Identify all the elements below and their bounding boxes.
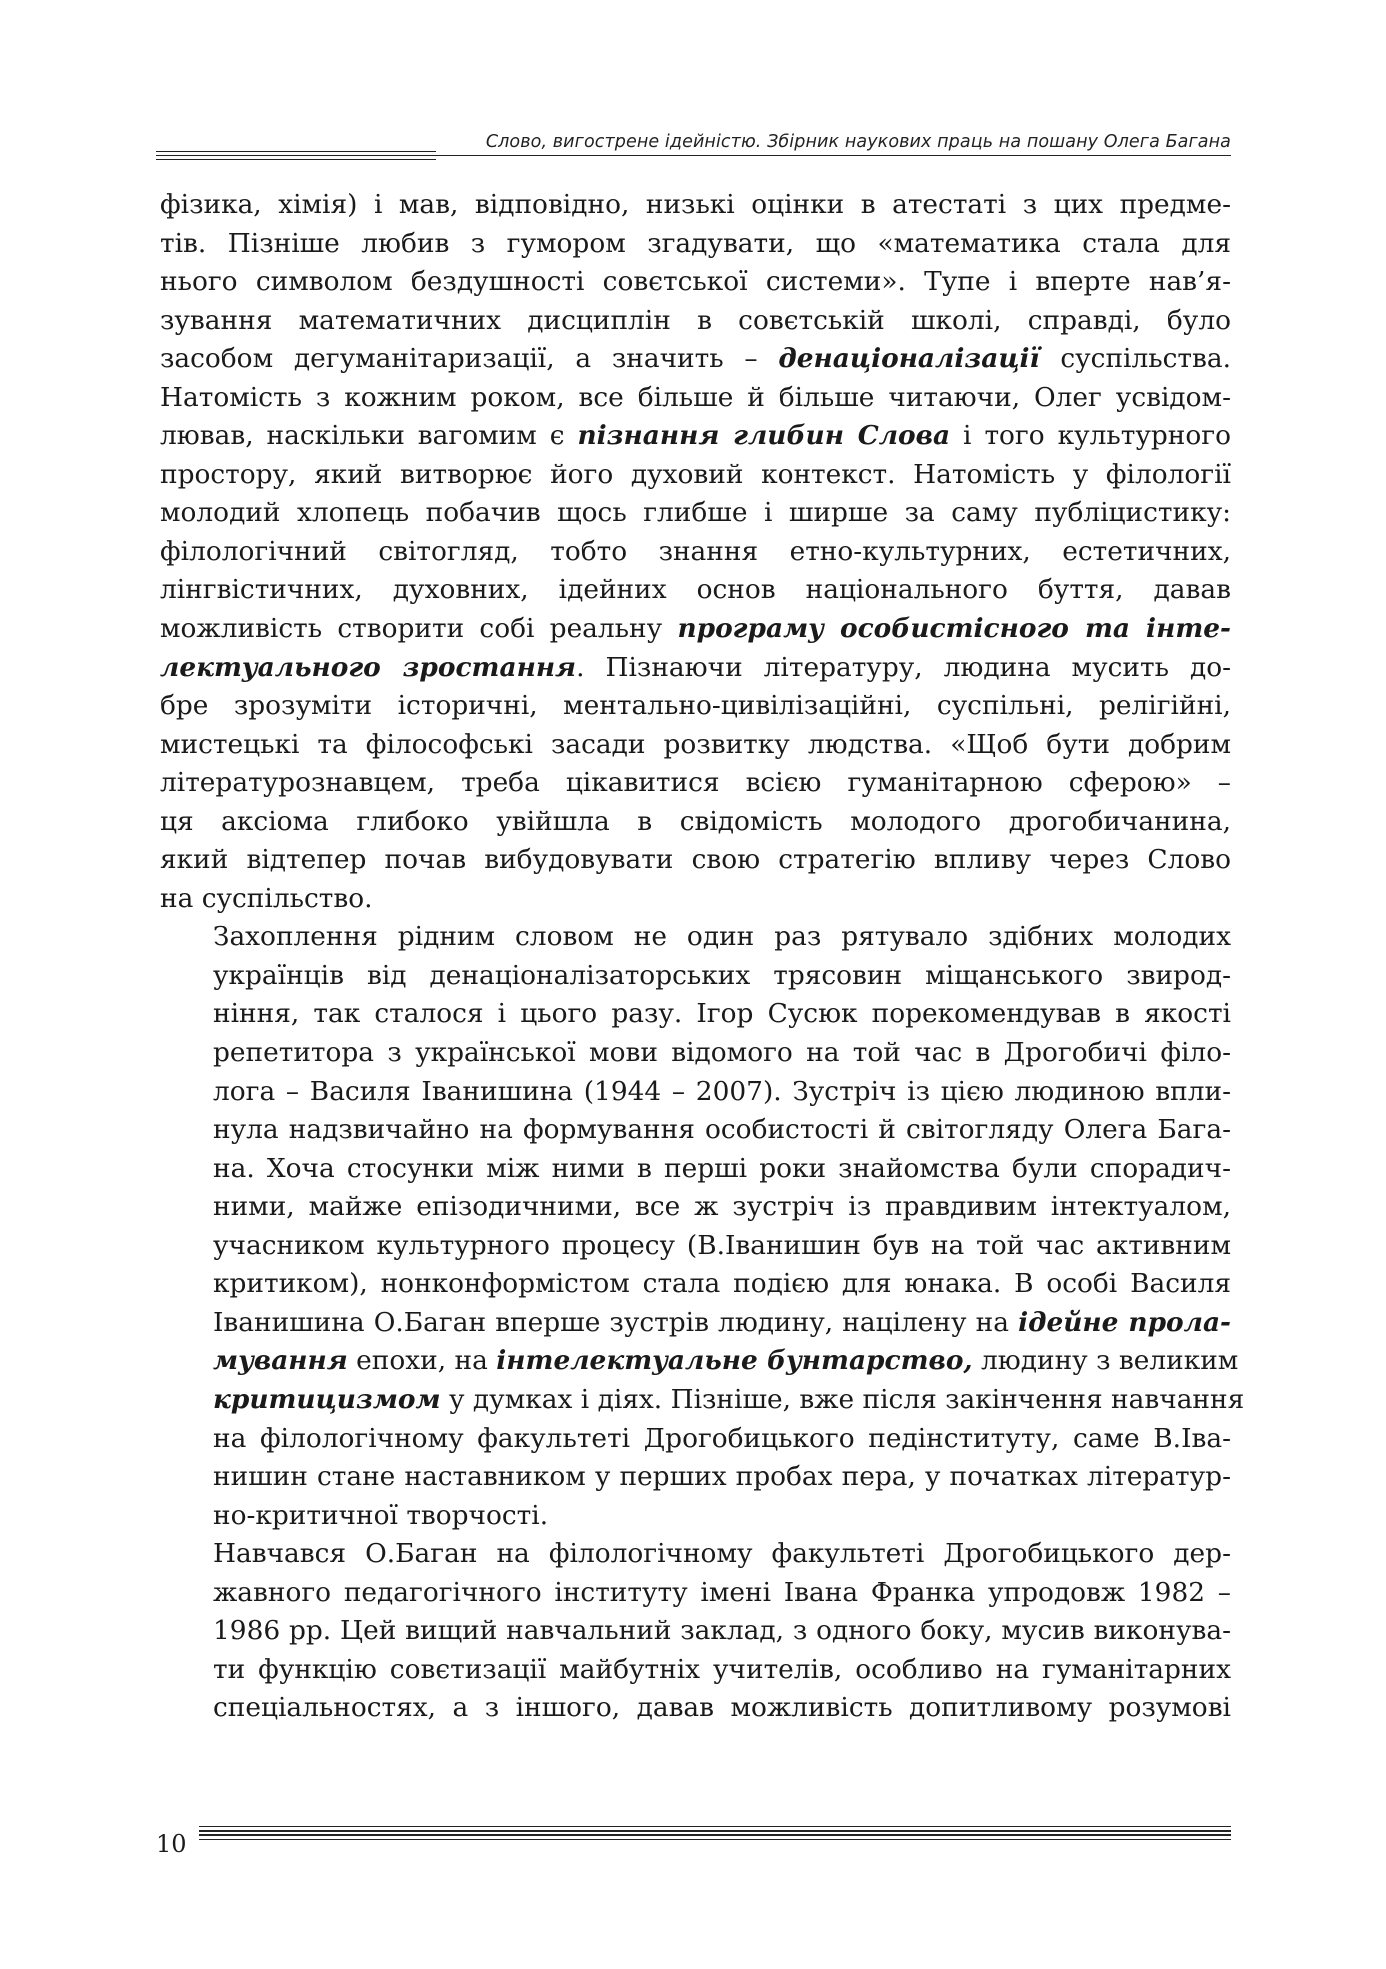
text-line: репетитора з української мови відомого на той час в Дрогобичі філо- <box>213 1037 1231 1069</box>
text-line: літературознавцем, треба цікавитися всією гуманітарною сферою» – <box>160 767 1231 799</box>
text-line: тів. Пізніше любив з гумором згадувати, що «математика стала для <box>160 227 1231 259</box>
text-line: можливість створити собі реальну програму особистісного та інте- <box>160 613 1231 645</box>
text-line: нього символом бездушності совєтської системи». Тупе і вперте нав’я- <box>160 266 1231 298</box>
text-line: Іванишина О.Баган вперше зустрів людину, націлену на ідейне прола- <box>213 1306 1231 1338</box>
text-line: мування епохи, на інтелектуальне бунтарство, людину з великим <box>213 1345 1239 1377</box>
paragraph-2 <box>160 918 1245 1535</box>
emphasis-word-depths: пізнання глибин Слова <box>577 420 951 452</box>
footer-decorative-rules <box>199 1826 1231 1843</box>
text-line: засобом дегуманітаризації, а значить – денаціоналізації суспільства. <box>160 343 1231 375</box>
paragraph-3 <box>160 1535 1231 1728</box>
text-line: ця аксіома глибоко увійшла в свідомість молодого дрогобичанина, <box>160 805 1231 837</box>
running-header: Слово, вигострене ідейністю. Збірник наукових праць на пошану Олега Багана <box>485 132 1231 152</box>
text-line: лював, наскільки вагомим є пізнання глибин Слова і того культурного <box>160 420 1231 452</box>
text-line: учасником культурного процесу (В.Іванишин був на той час активним <box>213 1229 1231 1261</box>
text-line: на. Хоча стосунки між ними в перші роки знайомства були спорадич- <box>213 1152 1231 1184</box>
text-line: но-критичної творчості. <box>213 1499 549 1531</box>
emphasis-ideological-breaking: ідейне прола- <box>1018 1306 1231 1338</box>
text-line: критиком), нонконформістом стала подією для юнака. В особі Василя <box>213 1268 1231 1300</box>
text-line: Захоплення рідним словом не один раз рятувало здібних молодих <box>213 921 1231 953</box>
text-line: лектуального зростання. Пізнаючи літературу, людина мусить до- <box>160 651 1232 683</box>
text-line: мистецькі та філософські засади розвитку людства. «Щоб бути добрим <box>160 728 1231 760</box>
text-line: на суспільство. <box>160 882 373 914</box>
emphasis-denationalization: денаціоналізації <box>778 343 1040 375</box>
header-decorative-rules <box>156 151 436 163</box>
text-line: 1986 рр. Цей вищий навчальний заклад, з одного боку, мусив виконува- <box>213 1615 1231 1647</box>
text-line: спеціальностях, а з іншого, давав можливість допитливому розумові <box>213 1692 1231 1724</box>
text-line: молодий хлопець побачив щось глибше і ширше за саму публіцистику: <box>160 497 1231 529</box>
emphasis-criticism: критицизмом <box>213 1383 441 1415</box>
text-line: ніння, так сталося і цього разу. Ігор Сусюк порекомендував в якості <box>213 998 1231 1030</box>
emphasis-intellectual-growth: лектуального зростання <box>160 651 577 683</box>
text-line: критицизмом у думках і діях. Пізніше, вже після закінчення навчання <box>213 1383 1245 1415</box>
text-line: жавного педагогічного інституту імені Івана Франка упродовж 1982 – <box>213 1576 1231 1608</box>
text-line: Навчався О.Баган на філологічному факультеті Дрогобицького дер- <box>213 1538 1231 1570</box>
text-line: ними, майже епізодичними, все ж зустріч із правдивим інтектуалом, <box>213 1191 1231 1223</box>
text-line: який відтепер почав вибудовувати свою стратегію впливу через Слово <box>160 844 1231 876</box>
emphasis-intellectual-rebellion: інтелектуальне бунтарство, <box>496 1345 973 1377</box>
text-line: лінгвістичних, духовних, ідейних основ національного буття, давав <box>160 574 1231 606</box>
text-line: українців від денаціоналізаторських трясовин міщанського звирод- <box>213 959 1231 991</box>
emphasis-breaking-cont: мування <box>213 1345 348 1377</box>
text-line: нишин стане наставником у перших пробах пера, у початках літератур- <box>213 1461 1231 1493</box>
text-line: Натомість з кожним роком, все більше й більше читаючи, Олег усвідом- <box>160 381 1231 413</box>
text-line: бре зрозуміти історичні, ментально-цивілізаційні, суспільні, релігійні, <box>160 690 1231 722</box>
text-line: простору, який витворює його духовий контекст. Натомість у філології <box>160 458 1231 490</box>
text-line: нула надзвичайно на формування особистості й світогляду Олега Бага- <box>213 1114 1231 1146</box>
header-underline <box>425 155 1231 156</box>
text-line: зування математичних дисциплін в совєтській школі, справді, було <box>160 304 1231 336</box>
text-line: лога – Василя Іванишина (1944 – 2007). Зустріч із цією людиною впли- <box>213 1075 1231 1107</box>
paragraph-1 <box>160 186 1231 918</box>
emphasis-growth-program: програму особистісного та інте- <box>677 613 1231 645</box>
text-line: фізика, хімія) і мав, відповідно, низькі оцінки в атестаті з цих предме- <box>160 189 1231 220</box>
page-number: 10 <box>156 1830 187 1858</box>
text-line: філологічний світогляд, тобто знання етно-культурних, естетичних, <box>160 535 1231 567</box>
body-text <box>160 186 1245 1728</box>
text-line: на філологічному факультеті Дрогобицького педінституту, саме В.Іва- <box>213 1422 1231 1454</box>
text-line: ти функцію совєтизації майбутніх учителів, особливо на гуманітарних <box>213 1653 1231 1685</box>
